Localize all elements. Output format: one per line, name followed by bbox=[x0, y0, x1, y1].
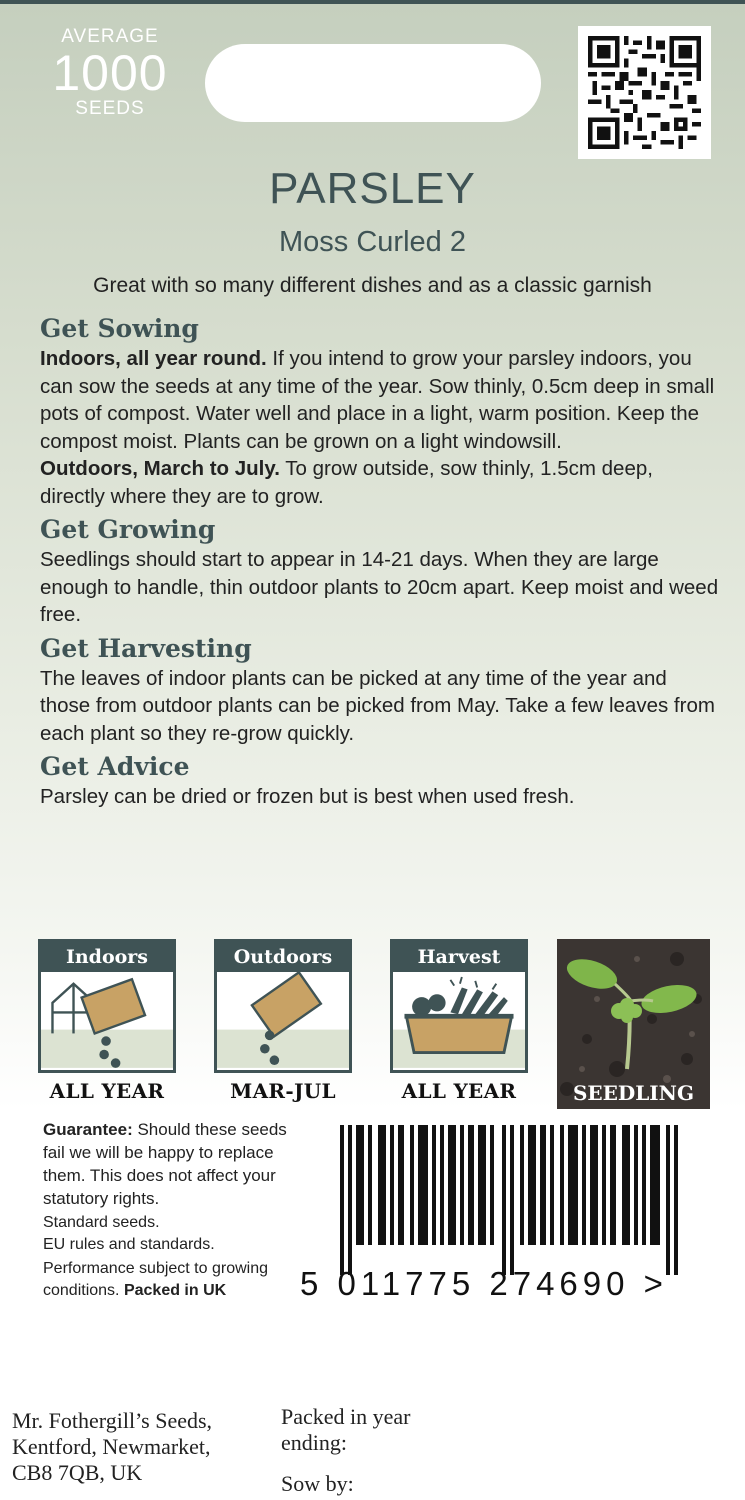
address-line-2: Kentford, Newmarket, bbox=[12, 1434, 211, 1459]
indoors-caption: ALL YEAR bbox=[49, 1079, 165, 1103]
instructions bbox=[40, 312, 720, 811]
qr-code-icon bbox=[588, 36, 701, 149]
outdoor-sowing-icon bbox=[217, 972, 349, 1070]
guarantee-block bbox=[43, 1118, 303, 1302]
packed-in-year bbox=[281, 1404, 411, 1456]
product-title: PARSLEY bbox=[269, 164, 476, 213]
guarantee-body: Should these seeds fail we will be happy to replace them. This does not affect your statutory rights. bbox=[43, 1120, 287, 1208]
sowing-indoors-text: If you intend to grow your parsley indoors, you can sow the seeds at any time of the year. Sow thinly, 0.5cm deep in small pots of compost. Water well and place in a light, warm position. Keep the compost moist. Plants can be grown on a light windowsill. bbox=[40, 347, 715, 453]
company-address bbox=[12, 1408, 212, 1486]
outdoors-caption: MAR-JUL bbox=[230, 1079, 336, 1103]
harvesting-heading: Get Harvesting bbox=[40, 633, 252, 663]
advice-text: Parsley can be dried or frozen but is best when used fresh. bbox=[40, 785, 575, 808]
harvest-caption: ALL YEAR bbox=[401, 1079, 517, 1103]
seeds-label: SEEDS bbox=[75, 98, 145, 119]
sowing-calendar-icons bbox=[38, 939, 713, 1111]
performance-note bbox=[43, 1258, 303, 1302]
sowing-outdoors-text: To grow outside, sow thinly, 1.5cm deep, directly where they are to grow. bbox=[40, 457, 653, 508]
harvest-basket-icon bbox=[393, 972, 525, 1070]
barcode[interactable] bbox=[300, 1125, 715, 1310]
seed-count-badge bbox=[40, 26, 180, 120]
sowing-heading: Get Sowing bbox=[40, 314, 199, 343]
guarantee-lead: Guarantee: bbox=[43, 1120, 133, 1139]
sowing-indoors bbox=[40, 345, 720, 455]
barcode-number: 5 011775 274690 > bbox=[300, 1265, 668, 1302]
harvesting-text: The leaves of indoor plants can be picked at any time of the year and those from outdoor plants can be picked from May. Take a few leaves from each plant so they re-grow quickly. bbox=[40, 666, 715, 745]
sowing-outdoors-lead: Outdoors, March to July. bbox=[40, 457, 280, 480]
label-window bbox=[205, 44, 541, 122]
sowing-outdoors bbox=[40, 455, 720, 510]
sowing-indoors-lead: Indoors, all year round. bbox=[40, 347, 267, 370]
seed-count: 1000 bbox=[52, 45, 168, 101]
average-label: AVERAGE bbox=[61, 26, 159, 47]
outdoors-tile-title: Outdoors bbox=[217, 942, 349, 972]
qr-code[interactable] bbox=[578, 26, 711, 159]
advice-heading: Get Advice bbox=[40, 752, 190, 781]
packed-in-uk: Packed in UK bbox=[119, 1282, 227, 1299]
growing-text: Seedlings should start to appear in 14-21 days. When they are large enough to handle, thin outdoor plants to 20cm apart. Keep moist and weed free. bbox=[40, 548, 719, 626]
guarantee-text bbox=[43, 1118, 303, 1210]
greenhouse-sowing-icon bbox=[41, 972, 173, 1070]
outdoors-tile bbox=[214, 939, 352, 1103]
harvest-tile-title: Harvest bbox=[393, 942, 525, 972]
performance-text: Performance subject to growing conditions. bbox=[43, 1260, 268, 1299]
address-line-1: Mr. Fothergill’s Seeds, bbox=[12, 1408, 213, 1433]
product-tagline: Great with so many different dishes and as a classic garnish bbox=[93, 274, 652, 297]
growing-heading: Get Growing bbox=[40, 515, 216, 544]
standard-seeds: Standard seeds. bbox=[43, 1214, 160, 1231]
barcode-bars bbox=[338, 1125, 718, 1275]
packed-line-2: ending: bbox=[281, 1430, 347, 1455]
address-line-3: CB8 7QB, UK bbox=[12, 1460, 143, 1485]
eu-rules: EU rules and standards. bbox=[43, 1236, 215, 1253]
product-variety: Moss Curled 2 bbox=[279, 226, 466, 258]
packed-line-1: Packed in year bbox=[281, 1404, 411, 1429]
indoors-tile bbox=[38, 939, 176, 1103]
seedling-caption: SEEDLING bbox=[572, 1081, 695, 1105]
seedling-photo bbox=[557, 939, 710, 1109]
harvest-tile bbox=[390, 939, 528, 1103]
sow-by: Sow by: bbox=[281, 1471, 354, 1496]
indoors-tile-title: Indoors bbox=[41, 942, 173, 972]
